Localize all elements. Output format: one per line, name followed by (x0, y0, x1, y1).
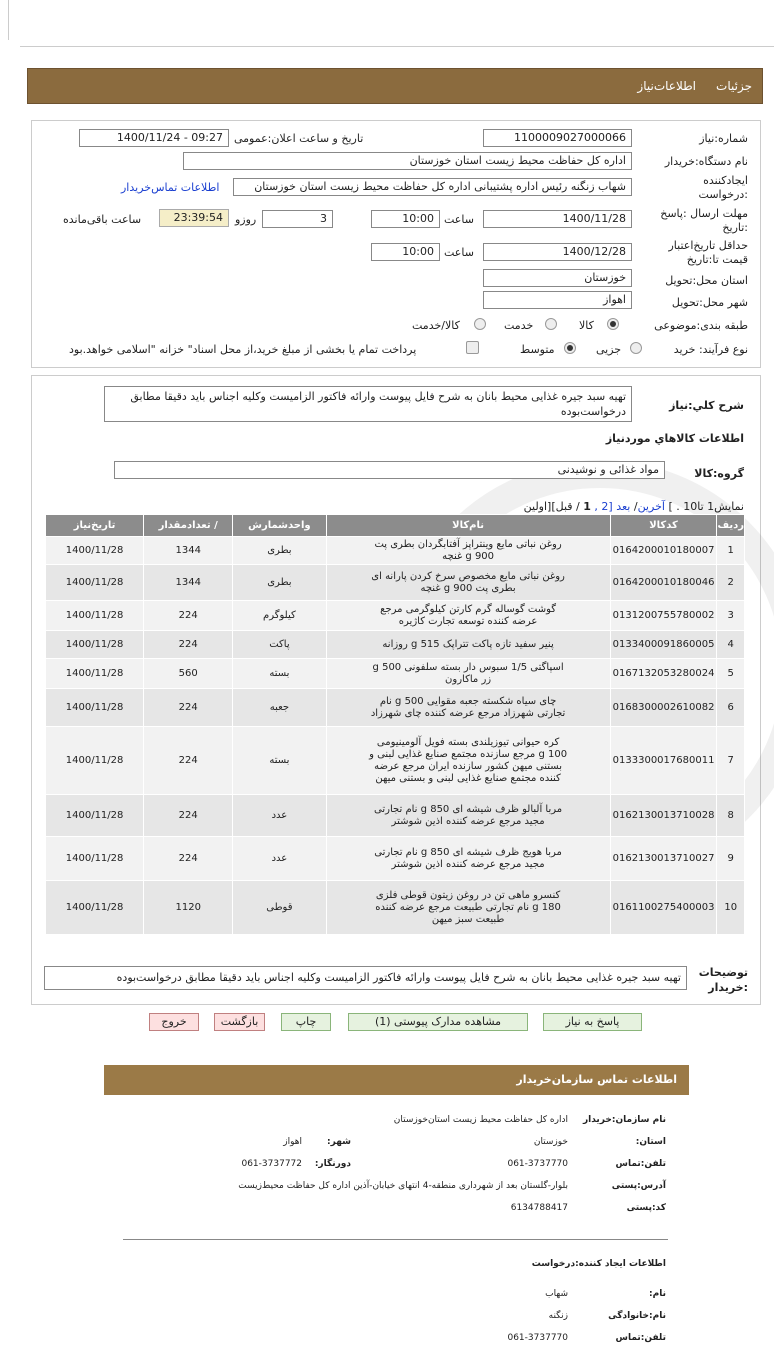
row-number: 8 (717, 795, 745, 837)
province-label: استان محل:تحویل (665, 274, 748, 287)
item-code: 0167132053280024 (610, 659, 717, 689)
group-label: گروه:کالا (694, 467, 744, 480)
table-row (46, 795, 745, 837)
buyer-org-field: اداره کل حفاظت محیط زیست استان خوزستان (183, 152, 632, 170)
city-field: اهواز (483, 291, 632, 309)
left-border-line (8, 0, 9, 40)
remaining-time-field: 23:39:54 (159, 209, 229, 227)
announce-label: تاریخ و ساعت اعلان:عمومی (234, 132, 364, 145)
item-date: 1400/11/28 (46, 689, 144, 727)
creator-phone-label: تلفن:تماس (615, 1333, 666, 1343)
pagination-next[interactable]: بعد (616, 500, 631, 513)
category-goods-label: کالا (579, 319, 594, 332)
col-date: تاریخ‌نیاز (46, 515, 144, 537)
creator-family: زنگنه (548, 1311, 568, 1321)
need-number-field: 1100009027000066 (483, 129, 632, 147)
announce-field: 1400/11/24 - 09:27 (79, 129, 229, 147)
item-code: 0162130013710027 (610, 837, 717, 881)
creator-field: شهاب زنگنه رئیس اداره پشتیبانی اداره کل حفاظت محیط زیست استان خوزستان (233, 178, 632, 196)
attachments-button[interactable]: مشاهده مدارک پیوستی (1) (348, 1013, 528, 1031)
item-name: اسپاگتی 1/5 سبوس دار بسته سلفونی 500 g زر ماکارون (326, 659, 610, 689)
item-date: 1400/11/28 (46, 837, 144, 881)
table-row (46, 881, 745, 935)
contact-city: اهواز (283, 1137, 302, 1147)
item-unit: عدد (233, 837, 326, 881)
contact-city-label: شهر: (327, 1137, 351, 1147)
row-number: 1 (717, 537, 745, 565)
table-row (46, 565, 745, 601)
process-minor-label: جزیی (596, 343, 622, 356)
item-qty: 224 (144, 837, 233, 881)
item-qty: 224 (144, 631, 233, 659)
row-number: 2 (717, 565, 745, 601)
creator-family-label: نام:خانوادگی (608, 1311, 666, 1321)
pagination-rest: / قبل][اولین (523, 500, 580, 513)
item-date: 1400/11/28 (46, 795, 144, 837)
item-qty: 224 (144, 795, 233, 837)
remaining-label: ساعت باقی‌مانده (63, 213, 142, 226)
row-number: 4 (717, 631, 745, 659)
days-field: 3 (262, 210, 333, 228)
pagination-page-2[interactable]: [2 , (594, 500, 613, 513)
item-qty: 560 (144, 659, 233, 689)
contact-phone-label: تلفن:تماس (615, 1159, 666, 1169)
contact-org: اداره کل حفاظت محیط زیست استان‌خوزستان (393, 1115, 568, 1125)
reply-button[interactable]: پاسخ به نیاز (543, 1013, 642, 1031)
item-code: 0168300002610082 (610, 689, 717, 727)
table-row (46, 537, 745, 565)
table-row (46, 689, 745, 727)
item-unit: بسته (233, 659, 326, 689)
item-unit: بسته (233, 727, 326, 795)
category-service-radio[interactable] (545, 318, 557, 330)
item-unit: قوطی (233, 881, 326, 935)
category-label: طبقه بندی:موضوعی (654, 319, 748, 332)
row-number: 7 (717, 727, 745, 795)
goods-info-title: اطلاعات کالاهاي موردنياز (605, 432, 744, 445)
item-code: 0133400091860005 (610, 631, 717, 659)
tab-bar (27, 68, 763, 104)
item-name: کنسرو ماهی تن در روغن زیتون قوطی فلزی 180 g نام تجارتی طبیعت مرجع عرضه کننده طبیعت سبز میهن (326, 881, 610, 935)
top-divider (20, 46, 774, 47)
city-label: شهر محل:تحویل (671, 296, 748, 309)
contact-section-header (104, 1065, 689, 1095)
contact-address-label: آدرس:پستی (611, 1181, 666, 1191)
contact-postal-label: کد:پستی (626, 1203, 666, 1213)
contact-fax-label: دورنگار: (314, 1159, 351, 1169)
item-name: پنیر سفید تازه پاکت تتراپک 515 g روزانه (326, 631, 610, 659)
category-goods-service-radio[interactable] (474, 318, 486, 330)
item-qty: 224 (144, 727, 233, 795)
summary-label: شرح کلي:نياز (669, 399, 744, 412)
table-row (46, 631, 745, 659)
table-row (46, 659, 745, 689)
col-name: نام‌کالا (326, 515, 610, 537)
deadline-time-label: ساعت (444, 213, 474, 226)
item-date: 1400/11/28 (46, 565, 144, 601)
pagination-current: 1 (583, 500, 591, 513)
validity-time-field: 10:00 (371, 243, 440, 261)
row-number: 3 (717, 601, 745, 631)
validity-date-field: 1400/12/28 (483, 243, 632, 261)
item-unit: کیلوگرم (233, 601, 326, 631)
buyer-org-label: نام دستگاه:خریدار (664, 155, 748, 168)
item-unit: عدد (233, 795, 326, 837)
treasury-payment-checkbox[interactable] (466, 341, 479, 354)
item-qty: 224 (144, 689, 233, 727)
table-header-row (46, 515, 745, 537)
section-divider (123, 1239, 668, 1240)
item-qty: 224 (144, 601, 233, 631)
row-number: 5 (717, 659, 745, 689)
process-medium-radio[interactable] (564, 342, 576, 354)
item-date: 1400/11/28 (46, 537, 144, 565)
buyer-notes-text: تهیه سبد جیره غذایی محیط بانان به شرح فایل پیوست وارائه فاکتور الزامیست وکلیه اجناس باید دقیقا مطابق درخواست‌بوده (44, 966, 687, 990)
item-qty: 1120 (144, 881, 233, 935)
item-name: کره حیوانی تیوزیلندی بسته فویل آلومینیومی 100 g مرجع سازنده مجتمع صنایع غذایی لبنی و بستنی میهن کشور سازنده ایران مرجع عرضه کننده مجتمع صنایع غذایی لبنی و بستنی میهن (326, 727, 610, 795)
table-row (46, 601, 745, 631)
group-field: مواد غذائی و نوشیدنی (114, 461, 665, 479)
pagination: نمایش1 تا10 . ] آخرین/ بعد [2 , 1 / قبل][اولین (523, 500, 744, 513)
summary-text: تهیه سبد جیره غذایی محیط بانان به شرح فایل پیوست وارائه فاکتور الزامیست وکلیه اجناس باید دقیقا مطابق درخواست‌بوده (104, 386, 632, 422)
contact-address: بلوار-گلستان بعد از شهرداری منطقه-4 انتهای خیابان-آذین اداره کل حفاظت محیط‌زیست (238, 1181, 568, 1191)
pagination-prefix: نمایش1 تا10 . ] (668, 500, 744, 513)
item-name: مربا هویج ظرف شیشه ای 850 g نام تجارتی مجید مرجع عرضه کننده اذین شوشتر (326, 837, 610, 881)
item-date: 1400/11/28 (46, 727, 144, 795)
tab-details[interactable]: جزئیات (716, 79, 752, 93)
treasury-payment-note: پرداخت تمام یا بخشی از مبلغ خرید،از محل اسناد" خزانه "اسلامی خواهد.بود (69, 343, 417, 356)
creator-phone: 061-3737770 (507, 1333, 568, 1343)
buyer-notes-label-1: توضیحات (698, 966, 748, 979)
creator-label-2: :درخواست (698, 188, 748, 201)
contact-section-title: اطلاعات تماس سازمان‌خریدار (516, 1073, 677, 1086)
item-qty: 1344 (144, 565, 233, 601)
table-row (46, 727, 745, 795)
item-code: 0164200010180046 (610, 565, 717, 601)
item-qty: 1344 (144, 537, 233, 565)
deadline-label-2: :تاریخ (722, 221, 748, 234)
item-date: 1400/11/28 (46, 601, 144, 631)
item-unit: بطری (233, 537, 326, 565)
item-code: 0131200755780002 (610, 601, 717, 631)
validity-label-2: قیمت تا:تاریخ (686, 253, 748, 266)
category-goods-service-label: کالا/خدمت (412, 319, 460, 332)
contact-fax: 061-3737772 (241, 1159, 302, 1169)
col-row: ردیف (717, 515, 745, 537)
buyer-notes-label-2: :خریدار (708, 981, 748, 994)
row-number: 9 (717, 837, 745, 881)
item-unit: بطری (233, 565, 326, 601)
col-qty: / تعدادمقدار (144, 515, 233, 537)
deadline-label-1: مهلت ارسال :پاسخ (660, 207, 748, 220)
province-field: خوزستان (483, 269, 632, 287)
item-code: 0161100275400003 (610, 881, 717, 935)
creator-name: شهاب (545, 1289, 568, 1299)
item-unit: پاکت (233, 631, 326, 659)
item-code: 0133300017680011 (610, 727, 717, 795)
need-number-label: شماره:نیاز (699, 132, 748, 145)
buyer-contact-link[interactable]: اطلاعات تماس‌خریدار (121, 181, 220, 194)
row-number: 6 (717, 689, 745, 727)
item-unit: جعبه (233, 689, 326, 727)
item-code: 0164200010180007 (610, 537, 717, 565)
contact-province-label: استان: (635, 1137, 666, 1147)
creator-label-1: ایجادکننده (703, 174, 748, 187)
item-name: گوشت گوساله گرم کارتن کیلوگرمی مرجع عرضه کننده توسعه تجارت کاژیره (326, 601, 610, 631)
process-minor-radio[interactable] (630, 342, 642, 354)
days-label: روزو (235, 213, 257, 226)
item-code: 0162130013710028 (610, 795, 717, 837)
tab-need-info[interactable]: اطلاعات‌نیاز (637, 79, 696, 93)
contact-province: خوزستان (533, 1137, 568, 1147)
contact-org-label: نام سازمان:خریدار (582, 1115, 666, 1125)
validity-label-1: حداقل تاریخ‌اعتبار (668, 239, 748, 252)
print-button[interactable]: چاپ (281, 1013, 331, 1031)
col-code: کدکالا (610, 515, 717, 537)
goods-table (45, 514, 745, 935)
creator-info-title: اطلاعات ایجاد کننده:درخواست (531, 1259, 666, 1269)
deadline-date-field: 1400/11/28 (483, 210, 632, 228)
exit-button[interactable]: خروج (149, 1013, 199, 1031)
pagination-last[interactable]: آخرین (637, 500, 665, 513)
validity-time-label: ساعت (444, 246, 474, 259)
item-name: روغن نباتی مایع مخصوص سرخ کردن پارانه ای بطری پت 900 g غنچه (326, 565, 610, 601)
col-unit: واحدشمارش (233, 515, 326, 537)
back-button[interactable]: بازگشت (214, 1013, 265, 1031)
creator-name-label: نام: (649, 1289, 666, 1299)
item-name: روغن نباتی مایع وینتراپز آفتابگردان بطری پت 900 g غنچه (326, 537, 610, 565)
item-name: مربا آلبالو ظرف شیشه ای 850 g نام تجارتی مجید مرجع عرضه کننده اذین شوشتر (326, 795, 610, 837)
category-service-label: خدمت (504, 319, 534, 332)
item-date: 1400/11/28 (46, 881, 144, 935)
contact-postal: 6134788417 (510, 1203, 568, 1213)
contact-phone: 061-3737770 (507, 1159, 568, 1169)
item-date: 1400/11/28 (46, 659, 144, 689)
item-name: چای سیاه شکسته جعبه مقوایی 500 g نام تجارتی شهرزاد مرجع عرضه کننده چای شهرزاد (326, 689, 610, 727)
row-number: 10 (717, 881, 745, 935)
deadline-time-field: 10:00 (371, 210, 440, 228)
item-date: 1400/11/28 (46, 631, 144, 659)
process-medium-label: متوسط (520, 343, 555, 356)
table-row (46, 837, 745, 881)
category-goods-radio[interactable] (607, 318, 619, 330)
process-label: نوع فرآیند: خرید (673, 343, 748, 356)
